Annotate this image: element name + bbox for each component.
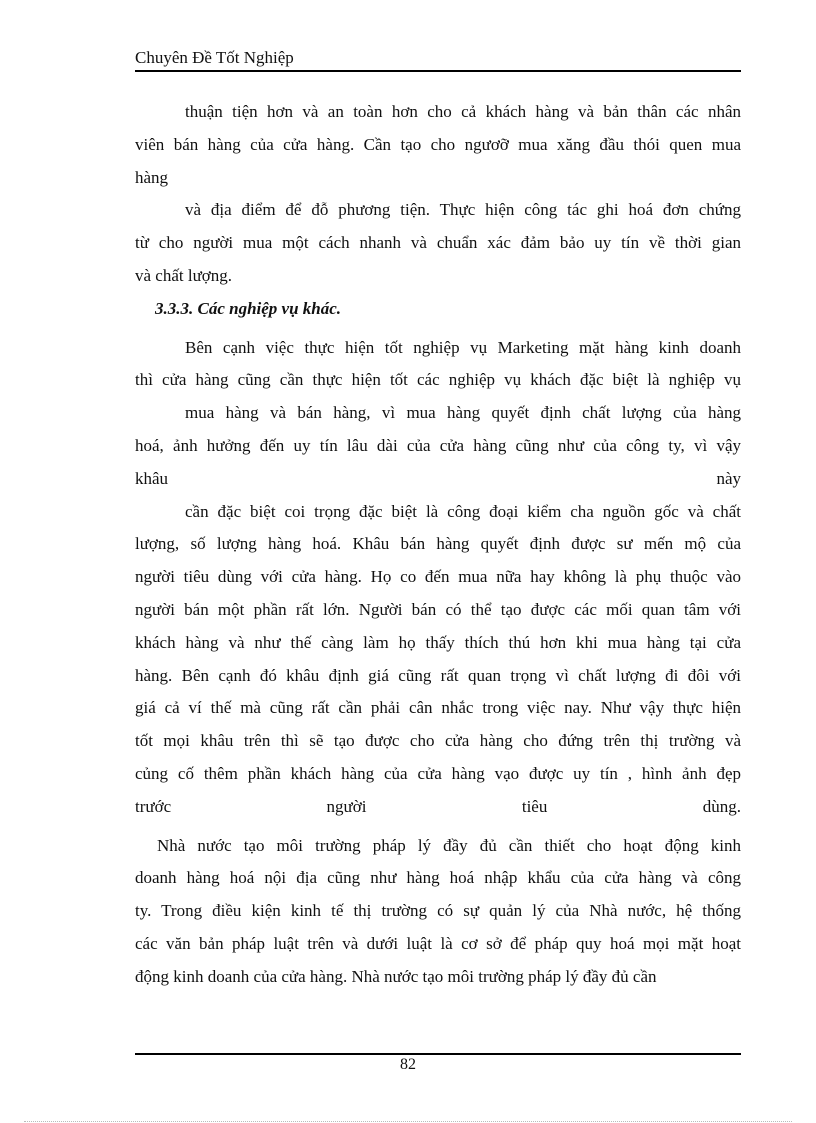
text-line: tốt mọi khâu trên thì sẽ tạo được cho cửa hàng cho đứng trên thị trường và xyxy=(135,731,741,751)
page-header-title: Chuyên Đề Tốt Nghiệp xyxy=(135,48,294,67)
text-line: doanh hàng hoá nội địa cũng như hàng hoá nhập khẩu của cửa hàng và công xyxy=(135,868,741,888)
text-line: động kinh doanh của cửa hàng. Nhà nước tạo môi trường pháp lý đầy đủ cần xyxy=(135,966,657,986)
text-line: thuận tiện hơn và an toàn hơn cho cả khách hàng và bản thân các nhân xyxy=(185,102,741,121)
text-line: lượng, số lượng hàng hoá. Khâu bán hàng quyết định được sư mến mộ của xyxy=(135,534,741,554)
footer-rule xyxy=(135,1053,741,1055)
text-line: hoá, ảnh hưởng đến uy tín lâu dài của cửa hàng cũng như của công ty, vì vậy xyxy=(135,435,741,455)
text-line: thì cửa hàng cũng cần thực hiện tốt các nghiệp vụ khách đặc biệt là nghiệp vụ xyxy=(135,370,741,390)
text-line: từ cho người mua một cách nhanh và chuẩn xác đảm bảo uy tín về thời gian xyxy=(135,233,741,253)
text-line: cần đặc biệt coi trọng đặc biệt là công đoại kiểm cha nguồn gốc và chất xyxy=(185,501,741,521)
section-heading: 3.3.3. Các nghiệp vụ khác. xyxy=(155,298,342,318)
text-line: khâu này xyxy=(135,468,741,488)
text-line: các văn bản pháp luật trên và dưới luật là cơ sở để pháp quy hoá mọi mặt hoạt xyxy=(135,933,741,953)
text-line: và chất lượng. xyxy=(135,265,233,285)
header-rule xyxy=(135,70,741,72)
page-number: 82 xyxy=(400,1056,416,1073)
text-line: mua hàng và bán hàng, vì mua hàng quyết định chất lượng của hàng xyxy=(185,403,741,423)
text-line: hàng xyxy=(135,167,169,187)
text-line: Bên cạnh việc thực hiện tốt nghiệp vụ Marketing mặt hàng kinh doanh xyxy=(185,337,741,357)
text-line: ty. Trong điều kiện kinh tế thị trường có sự quản lý của Nhà nước, hệ thống xyxy=(135,901,741,921)
text-line: Nhà nước tạo môi trường pháp lý đầy đủ cần thiết cho hoạt động kinh xyxy=(157,835,741,855)
page-edge xyxy=(24,1121,792,1122)
text-line: người bán một phần rất lớn. Người bán có thể tạo được các mối quan tâm với xyxy=(135,599,741,619)
text-line: giá cả ví thế mà cũng rất cần phải cân nhắc trong việc nay. Như vậy thực hiện xyxy=(135,698,741,718)
text-line: hàng. Bên cạnh đó khâu định giá cũng rất quan trọng vì chất lượng đi đôi với xyxy=(135,665,741,685)
text-line: trước người tiêu dùng. xyxy=(135,796,741,816)
text-line: người tiêu dùng với cửa hàng. Họ co đến mua nữa hay không là phụ thuộc vào xyxy=(135,567,741,587)
text-line: và địa điểm để đỗ phương tiện. Thực hiện công tác ghi hoá đơn chứng xyxy=(185,200,741,220)
document-body xyxy=(135,96,741,994)
text-line: viên bán hàng của cửa hàng. Cần tạo cho ngươỡ mua xăng đầu thói quen mua xyxy=(135,134,741,154)
text-line: củng cố thêm phần khách hàng của cửa hàng vạo được uy tín , hình ảnh đẹp xyxy=(135,763,741,783)
text-line: khách hàng và như thế càng làm họ thấy thích thú hơn khi mua hàng tại cửa xyxy=(135,632,741,652)
